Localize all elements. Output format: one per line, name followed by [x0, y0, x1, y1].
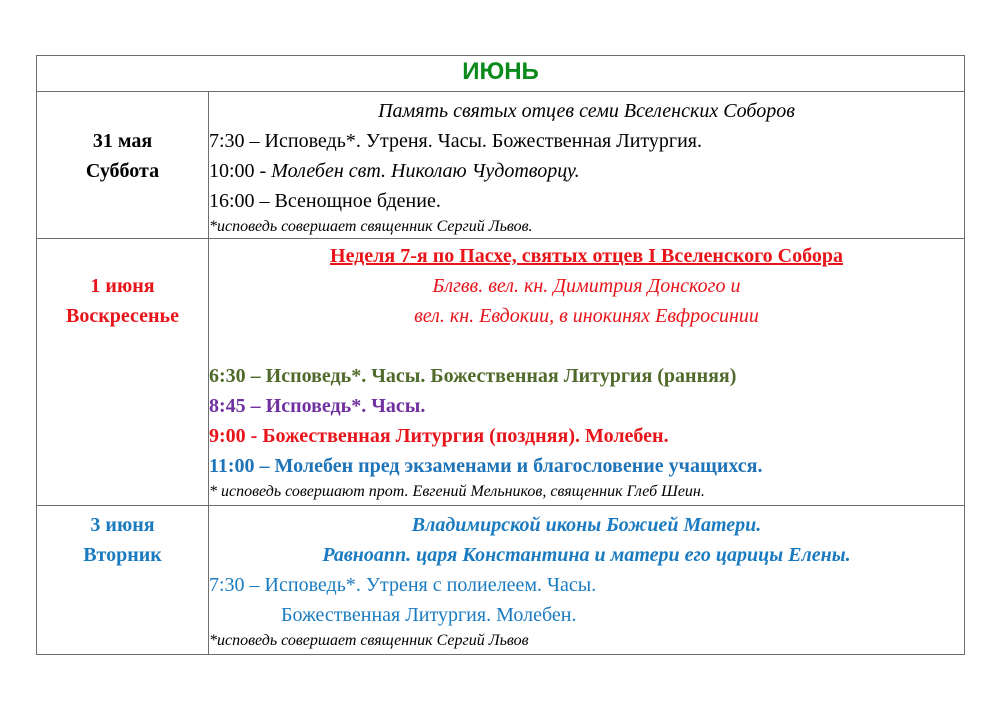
feast-title: Неделя 7-я по Пасхе, святых отцев I Вселенского Собора	[330, 245, 843, 267]
day-weekday: Суббота	[85, 160, 160, 182]
service-item: 11:00 – Молебен пред экзаменами и благословение учащихся.	[209, 455, 763, 477]
service-item: 8:45 – Исповедь*. Часы.	[209, 395, 426, 417]
feast-title: Равноапп. царя Константина и матери его царицы Елены.	[322, 544, 851, 566]
service-item	[209, 156, 964, 186]
day-cell	[37, 92, 209, 239]
service-item: 6:30 – Исповедь*. Часы. Божественная Литургия (ранняя)	[209, 365, 737, 387]
service-item: 7:30 – Исповедь*. Утреня. Часы. Божественная Литургия.	[209, 130, 702, 152]
month-header-cell	[37, 56, 965, 92]
confession-note: *исповедь совершает священник Сергий Львов.	[209, 218, 533, 235]
service-item: Божественная Литургия. Молебен.	[281, 604, 577, 626]
day-date: 3 июня	[90, 514, 155, 536]
day-cell	[37, 239, 209, 506]
confession-note: *исповедь совершает священник Сергий Львов	[209, 632, 529, 649]
service-item: 7:30 – Исповедь*. Утреня с полиелеем. Часы.	[209, 574, 597, 596]
services-cell	[209, 92, 965, 239]
services-cell	[209, 239, 965, 506]
month-title: ИЮНЬ	[462, 58, 539, 85]
service-name: Молебен свт. Николаю Чудотворцу.	[271, 160, 580, 182]
service-item: 16:00 – Всенощное бдение.	[209, 190, 441, 212]
confession-note: * исповедь совершают прот. Евгений Мельников, священник Глеб Шеин.	[209, 483, 705, 500]
service-item: 9:00 - Божественная Литургия (поздняя). Молебен.	[209, 425, 669, 447]
feast-title: Владимирской иконы Божией Матери.	[411, 514, 762, 536]
service-time: 10:00 -	[209, 160, 272, 182]
spacer	[209, 331, 964, 361]
schedule-table	[36, 55, 965, 655]
services-cell	[209, 506, 965, 655]
day-date: 1 июня	[90, 275, 155, 297]
saints-line: Блгвв. вел. кн. Димитрия Донского и	[432, 275, 741, 297]
day-row	[37, 506, 965, 655]
day-row	[37, 92, 965, 239]
feast-title: Память святых отцев семи Вселенских Соборов	[378, 100, 795, 122]
month-header-row	[37, 56, 965, 92]
day-row	[37, 239, 965, 506]
saints-line: вел. кн. Евдокии, в инокинях Евфросинии	[414, 305, 759, 327]
day-cell	[37, 506, 209, 655]
day-date: 31 мая	[92, 130, 153, 152]
day-weekday: Воскресенье	[66, 305, 179, 327]
day-weekday: Вторник	[83, 544, 162, 566]
